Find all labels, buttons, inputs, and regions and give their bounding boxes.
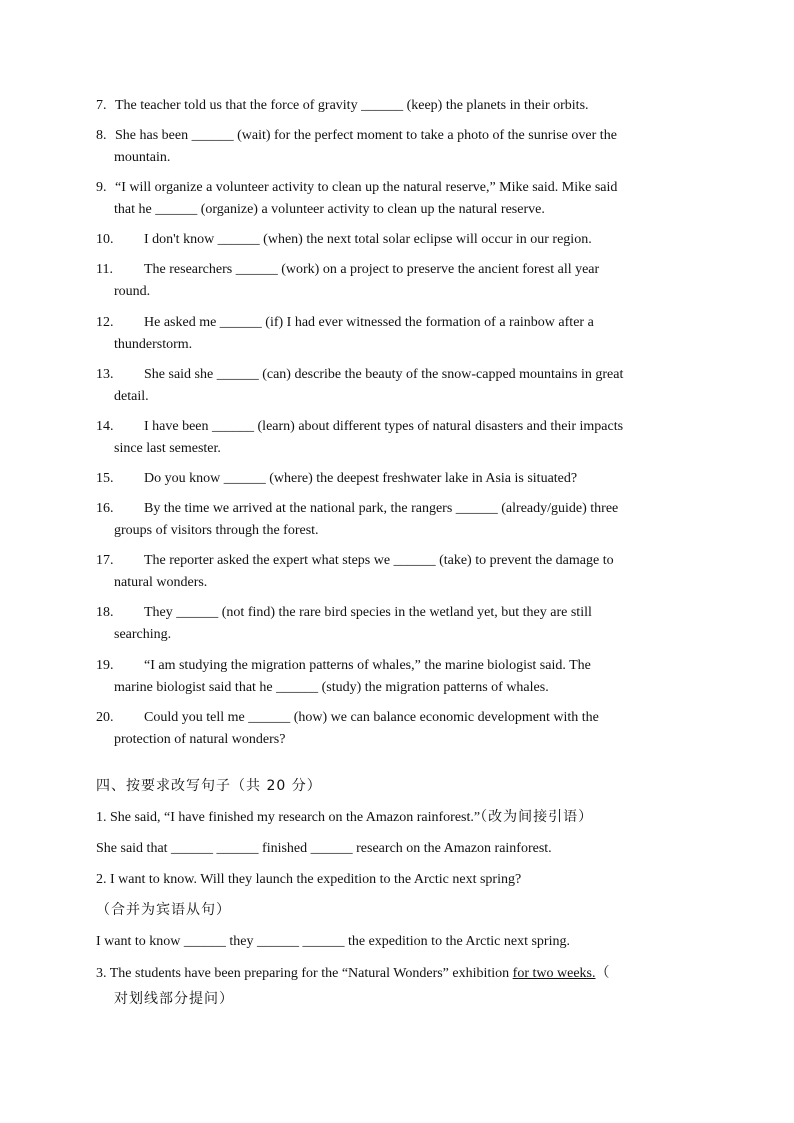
rewrite-note-3: 对划线部分提问）: [114, 991, 234, 1007]
rewrite-answer-1: She said that ______ ______ finished ______ research on the Amazon rainforest.: [96, 841, 552, 856]
question-10: 10. I don't know ______ (when) the next total solar eclipse will occur in our region.: [96, 232, 592, 247]
question-18: 18. They ______ (not find) the rare bird species in the wetland yet, but they are still searching.: [96, 605, 592, 642]
rewrite-note-2: （合并为宾语从句）: [96, 902, 231, 918]
question-20: 20. Could you tell me ______ (how) we can balance economic development with the protection of natural wonders?: [96, 710, 599, 747]
question-14: 14. I have been ______ (learn) about different types of natural disasters and their impacts since last semester.: [96, 419, 624, 456]
question-7: 7. The teacher told us that the force of gravity ______ (keep) the planets in their orbits.: [96, 98, 589, 113]
rewrite-question-2: 2. I want to know. Will they launch the expedition to the Arctic next spring?: [96, 872, 522, 887]
question-19: 19. “I am studying the migration patterns of whales,” the marine biologist said. The marine biologist said that he ______ (study) the migration patterns of whales.: [96, 658, 591, 695]
question-11: 11. The researchers ______ (work) on a project to preserve the ancient forest all year round.: [96, 262, 600, 299]
question-9: 9. “I will organize a volunteer activity to clean up the natural reserve,” Mike said. Mike said that he ______ (organize) a volunteer activity to clean up the natural reserve.: [96, 180, 618, 217]
question-17: 17. The reporter asked the expert what steps we ______ (take) to prevent the damage to natural wonders.: [96, 553, 614, 590]
question-16: 16. By the time we arrived at the national park, the rangers ______ (already/guide) three groups of visitors through the forest.: [96, 501, 619, 538]
rewrite-answer-2: I want to know ______ they ______ ______ the expedition to the Arctic next spring.: [96, 934, 570, 949]
rewrite-question-3: 3. The students have been preparing for the “Natural Wonders” exhibition for two weeks.（: [96, 965, 611, 981]
question-12: 12. He asked me ______ (if) I had ever witnessed the formation of a rainbow after a thunderstorm.: [96, 315, 594, 352]
underlined-phrase: for two weeks.: [512, 966, 596, 981]
question-15: 15. Do you know ______ (where) the deepest freshwater lake in Asia is situated?: [96, 471, 578, 486]
question-8: 8. She has been ______ (wait) for the perfect moment to take a photo of the sunrise over the mountain.: [96, 128, 617, 165]
question-13: 13. She said she ______ (can) describe the beauty of the snow-capped mountains in great detail.: [96, 367, 624, 404]
rewrite-question-1: 1. She said, “I have finished my research on the Amazon rainforest.”（改为间接引语）: [96, 809, 594, 825]
section-4-heading: 四、按要求改写句子（共 20 分）: [96, 778, 322, 794]
